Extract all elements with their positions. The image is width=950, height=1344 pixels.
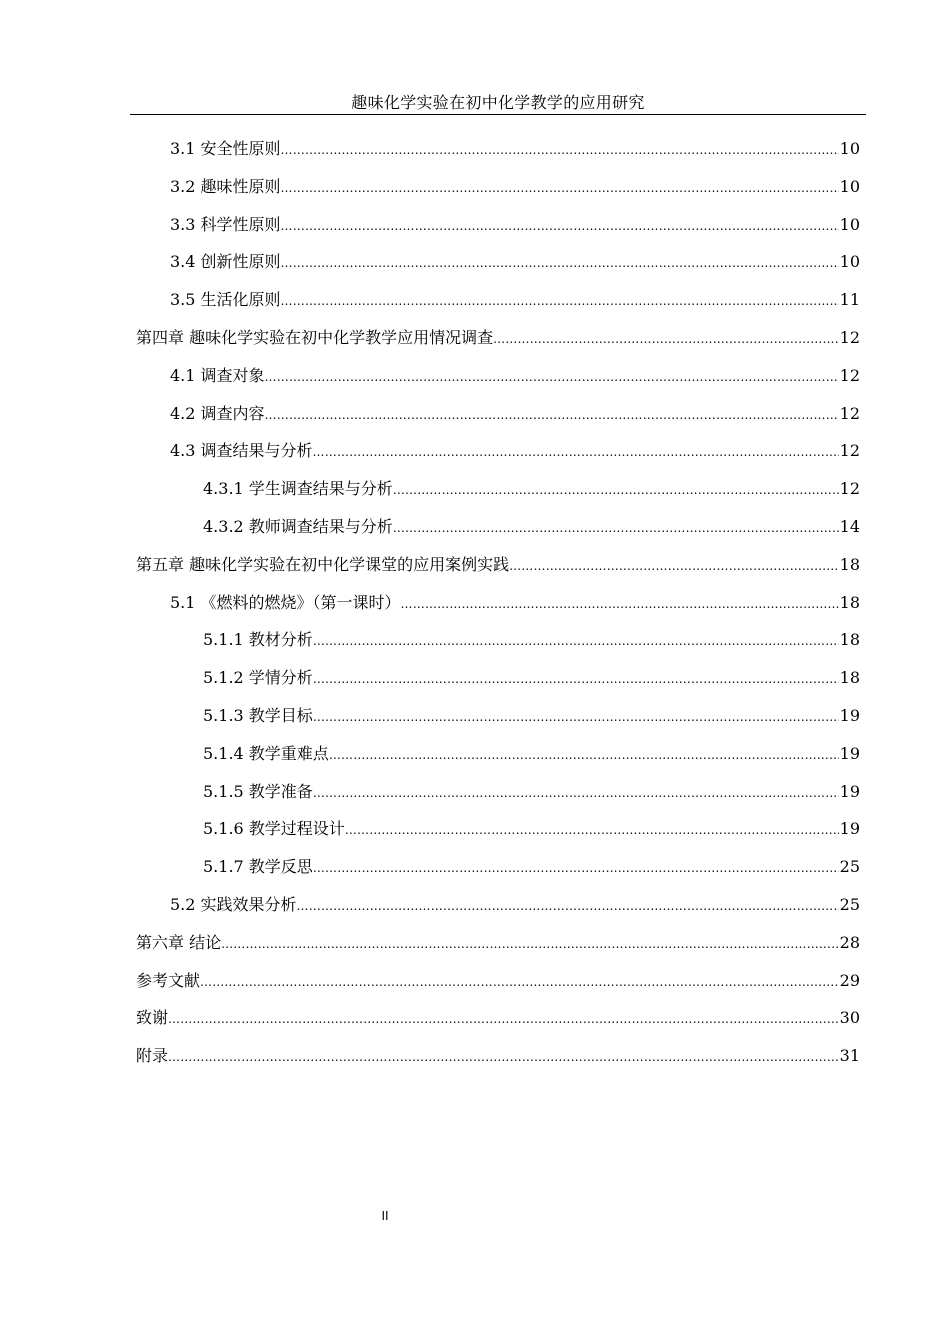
toc-entry-page: 19 [839,819,860,839]
toc-entry-page: 18 [839,630,860,650]
toc-dot-leader [313,850,839,888]
toc-entry-page: 10 [839,214,860,234]
toc-entry-title: 5.1.5 教学准备 [203,781,313,801]
toc-dot-leader [281,283,839,321]
toc-entry-title: 第四章 趣味化学实验在初中化学教学应用情况调查 [136,327,494,347]
toc-dot-leader [297,888,839,926]
toc-entry-page: 19 [839,781,860,801]
toc-entry-appendix[interactable] [136,1037,860,1075]
toc-entry-page: 12 [839,327,860,347]
toc-entry-5-1-7[interactable] [136,848,860,886]
toc-entry-title: 3.4 创新性原则 [170,252,281,272]
toc-entry-title: 参考文献 [136,970,201,990]
toc-entry-title: 5.1.2 学情分析 [203,668,313,688]
toc-entry-title: 3.3 科学性原则 [170,214,281,234]
toc-entry-page: 12 [839,403,860,423]
toc-entry-3-5[interactable] [136,281,860,319]
toc-entry-page: 28 [839,932,860,952]
toc-entry-title: 5.1 《燃料的燃烧》（第一课时） [170,592,401,612]
toc-entry-page: 25 [839,894,860,914]
toc-entry-title: 5.1.4 教学重难点 [203,743,329,763]
toc-dot-leader [168,1039,839,1077]
toc-entry-page: 31 [839,1046,860,1066]
toc-entry-page: 25 [839,857,860,877]
toc-entry-3-4[interactable] [136,243,860,281]
toc-entry-5-1[interactable] [136,584,860,622]
header-divider [130,114,866,115]
toc-entry-5-1-6[interactable] [136,810,860,848]
toc-entry-title: 3.2 趣味性原则 [170,176,281,196]
toc-entry-page: 12 [839,479,860,499]
toc-entry-page: 18 [839,592,860,612]
toc-entry-title: 附录 [136,1046,169,1066]
toc-dot-leader [281,245,839,283]
toc-entry-page: 19 [839,705,860,725]
toc-entry-title: 4.2 调查内容 [170,403,265,423]
toc-entry-5-1-5[interactable] [136,773,860,811]
toc-entry-title: 3.1 安全性原则 [170,139,281,158]
toc-entry-title: 5.1.3 教学目标 [203,705,313,725]
toc-dot-leader [200,964,839,1002]
toc-entry-5-1-4[interactable] [136,735,860,773]
toc-entry-page: 12 [839,441,860,461]
toc-entry-chapter-4[interactable] [136,319,860,357]
toc-entry-page: 10 [839,139,860,158]
toc-entry-5-2[interactable] [136,886,860,924]
toc-dot-leader [221,926,839,964]
toc-entry-title: 5.1.1 教材分析 [203,630,313,650]
toc-dot-leader [493,321,839,359]
toc-entry-page: 10 [839,176,860,196]
toc-entry-page: 29 [839,970,860,990]
toc-dot-leader [281,208,839,246]
toc-entry-5-1-2[interactable] [136,659,860,697]
toc-entry-page: 18 [839,668,860,688]
toc-entry-chapter-5[interactable] [136,546,860,584]
toc-entry-4-1[interactable] [136,357,860,395]
toc-entry-page: 18 [839,554,860,574]
toc-dot-leader [313,661,839,699]
toc-dot-leader [329,737,839,775]
toc-entry-page: 12 [839,365,860,385]
toc-entry-page: 14 [839,516,860,536]
toc-entry-3-1[interactable] [136,130,860,168]
toc-dot-leader [393,472,839,510]
toc-dot-leader [313,623,839,661]
toc-entry-page: 11 [839,290,860,310]
toc-entry-title: 致谢 [136,1008,169,1028]
toc-entry-3-2[interactable] [136,168,860,206]
toc-entry-page: 10 [839,252,860,272]
page-header-title: 趣味化学实验在初中化学教学的应用研究 [351,93,645,112]
toc-dot-leader [168,1001,839,1039]
toc-entry-references[interactable] [136,962,860,1000]
toc-entry-4-3[interactable] [136,432,860,470]
toc-entry-title: 5.1.6 教学过程设计 [203,819,345,839]
toc-dot-leader [393,510,839,548]
toc-dot-leader [345,812,839,850]
toc-dot-leader [401,586,839,624]
toc-dot-leader [313,434,839,472]
toc-dot-leader [313,699,839,737]
toc-entry-5-1-1[interactable] [136,621,860,659]
toc-entry-4-2[interactable] [136,395,860,433]
toc-entry-5-1-3[interactable] [136,697,860,735]
toc-entry-page: 19 [839,743,860,763]
toc-entry-page: 30 [839,1008,860,1028]
toc-entry-title: 4.3.1 学生调查结果与分析 [203,479,393,499]
toc-dot-leader [313,775,839,813]
toc-entry-title: 4.1 调查对象 [170,365,265,385]
toc-entry-title: 5.2 实践效果分析 [170,894,297,914]
toc-entry-title: 4.3.2 教师调查结果与分析 [203,516,393,536]
toc-entry-title: 第五章 趣味化学实验在初中化学课堂的应用案例实践 [136,554,510,574]
toc-dot-leader [265,359,839,397]
toc-entry-chapter-6[interactable] [136,924,860,962]
page-number-footer: II [381,1209,389,1223]
table-of-contents [136,130,860,1075]
toc-entry-title: 4.3 调查结果与分析 [170,441,313,461]
toc-dot-leader [281,170,839,208]
toc-entry-3-3[interactable] [136,206,860,244]
toc-entry-4-3-2[interactable] [136,508,860,546]
toc-dot-leader [509,548,839,586]
toc-entry-title: 第六章 结论 [136,932,222,952]
toc-entry-title: 5.1.7 教学反思 [203,857,313,877]
toc-entry-4-3-1[interactable] [136,470,860,508]
toc-entry-acknowledgements[interactable] [136,999,860,1037]
toc-entry-title: 3.5 生活化原则 [170,290,281,310]
toc-dot-leader [265,397,839,435]
toc-dot-leader [281,132,839,170]
